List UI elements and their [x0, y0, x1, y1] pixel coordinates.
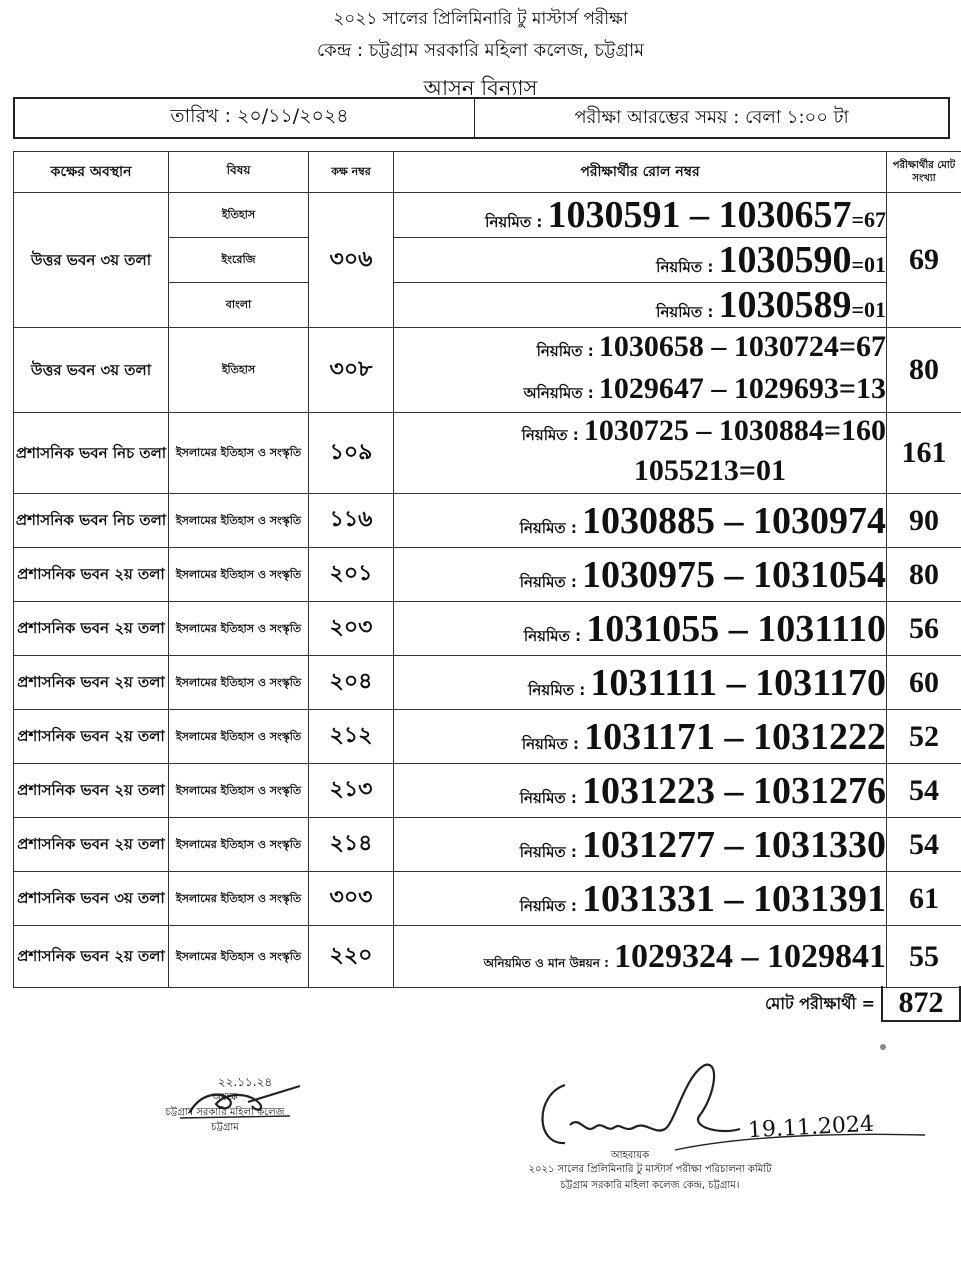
roll-cell: [394, 328, 887, 413]
subject-cell: ইসলামের ইতিহাস ও সংস্কৃতি: [169, 656, 309, 710]
total-cell: 161: [887, 413, 961, 494]
roll-count: =13: [838, 372, 886, 405]
roll-range: 1030975 – 1031054: [582, 553, 886, 596]
roll-cell: [394, 764, 887, 818]
roll-cell: [394, 818, 887, 872]
subject-cell: ইসলামের ইতিহাস ও সংস্কৃতি: [169, 602, 309, 656]
roll-range: 1029324 – 1029841: [614, 937, 886, 975]
table-row: [14, 710, 961, 764]
roll-range: 1030591 – 1030657: [547, 194, 852, 236]
roll-range: 1030885 – 1030974: [582, 499, 886, 542]
roll-cell: [394, 193, 887, 238]
roll-range: 1030590: [718, 239, 852, 281]
left-signature-date: ২২.১১.২৪: [217, 1075, 273, 1089]
roll-cell: [394, 494, 887, 548]
roll-range: 1029647 – 1029693: [598, 372, 839, 405]
room-cell: ৩০৮: [309, 328, 394, 413]
left-signature-city: চট্টগ্রাম: [211, 1122, 239, 1133]
roll-label: নিয়মিত :: [519, 896, 577, 915]
total-cell: 61: [887, 872, 961, 926]
location-cell: প্রশাসনিক ভবন ২য় তলা: [14, 548, 169, 602]
subject-cell: ইসলামের ইতিহাস ও সংস্কৃতি: [169, 872, 309, 926]
roll-label: নিয়মিত :: [519, 572, 577, 591]
exam-date: তারিখ : ২০/১১/২০২৪: [15, 99, 475, 137]
right-signature-date: 19.11.2024: [747, 1111, 875, 1144]
subject-cell: ইসলামের ইতিহাস ও সংস্কৃতি: [169, 818, 309, 872]
roll-label: অনিয়মিত ও মান উন্নয়ন :: [483, 955, 609, 970]
roll-count: =67: [838, 330, 886, 363]
location-cell: প্রশাসনিক ভবন ২য় তলা: [14, 818, 169, 872]
room-cell: ১১৬: [309, 494, 394, 548]
room-cell: ২১৪: [309, 818, 394, 872]
table-row: [14, 656, 961, 710]
total-cell: 80: [887, 328, 961, 413]
roll-range: 1031055 – 1031110: [586, 607, 886, 650]
roll-label: নিয়মিত :: [519, 518, 577, 537]
right-signature-committee: ২০২১ সালের প্রিলিমিনারি টু মাস্টার্স পরীক্ষা পরিচালনা কমিটি: [528, 1164, 772, 1175]
roll-cell: [394, 872, 887, 926]
location-cell: উত্তর ভবন ৩য় তলা: [14, 193, 169, 328]
total-cell: 52: [887, 710, 961, 764]
location-cell: প্রশাসনিক ভবন ৩য় তলা: [14, 872, 169, 926]
subject-cell: ইতিহাস: [169, 193, 309, 238]
ink-dot: [880, 1044, 886, 1050]
room-cell: ৩০৬: [309, 193, 394, 328]
subject-cell: ইতিহাস: [169, 328, 309, 413]
roll-count: =67: [851, 207, 886, 232]
total-cell: 60: [887, 656, 961, 710]
col-roll: পরীক্ষার্থীর রোল নম্বর: [394, 152, 887, 193]
location-cell: প্রশাসনিক ভবন ২য় তলা: [14, 710, 169, 764]
roll-label: নিয়মিত :: [536, 342, 594, 360]
roll-range: 1030658 – 1030724: [598, 330, 839, 363]
roll-label: অনিয়মিত :: [523, 384, 594, 402]
roll-cell: [394, 548, 887, 602]
roll-cell: [394, 926, 887, 988]
roll-cell: [394, 283, 887, 328]
table-row: [14, 548, 961, 602]
room-cell: ২১২: [309, 710, 394, 764]
col-total: পরীক্ষার্থীর মোট সংখ্যা: [887, 152, 961, 193]
col-location: কক্ষের অবস্থান: [14, 152, 169, 193]
date-time-box: [13, 97, 950, 139]
roll-range: 1055213: [633, 454, 739, 487]
room-cell: ২০৩: [309, 602, 394, 656]
total-cell: 80: [887, 548, 961, 602]
room-cell: ২০৪: [309, 656, 394, 710]
roll-label: নিয়মিত :: [521, 426, 579, 444]
roll-label: নিয়মিত :: [528, 680, 586, 699]
room-cell: ২২০: [309, 926, 394, 988]
room-cell: ২০১: [309, 548, 394, 602]
subject-cell: ইসলামের ইতিহাস ও সংস্কৃতি: [169, 710, 309, 764]
location-cell: উত্তর ভবন ৩য় তলা: [14, 328, 169, 413]
subject-cell: ইংরেজি: [169, 238, 309, 283]
roll-label: নিয়মিত :: [656, 258, 714, 276]
table-row: [14, 926, 961, 988]
roll-range: 1031111 – 1031170: [590, 661, 886, 704]
roll-label: নিয়মিত :: [523, 626, 582, 645]
location-cell: প্রশাসনিক ভবন নিচ তলা: [14, 413, 169, 494]
roll-range: 1031277 – 1031330: [582, 823, 886, 866]
room-cell: ৩০৩: [309, 872, 394, 926]
roll-count: =160: [823, 414, 886, 447]
location-cell: প্রশাসনিক ভবন ২য় তলা: [14, 926, 169, 988]
roll-count: =01: [738, 454, 786, 487]
table-row: [14, 328, 961, 413]
table-row: [14, 413, 961, 494]
roll-range: 1030725 – 1030884: [583, 414, 824, 447]
subject-cell: ইসলামের ইতিহাস ও সংস্কৃতি: [169, 494, 309, 548]
roll-cell: [394, 238, 887, 283]
roll-label: নিয়মিত :: [521, 734, 579, 753]
grand-total-row: [725, 986, 961, 1022]
location-cell: প্রশাসনিক ভবন ২য় তলা: [14, 602, 169, 656]
roll-label: নিয়মিত :: [656, 303, 714, 321]
col-subject: বিষয়: [169, 152, 309, 193]
grand-total-label: মোট পরীক্ষার্থী =: [764, 993, 875, 1013]
exam-center: কেন্দ্র : চট্টগ্রাম সরকারি মহিলা কলেজ, চট্টগ্রাম: [316, 40, 645, 61]
subject-cell: ইসলামের ইতিহাস ও সংস্কৃতি: [169, 926, 309, 988]
total-cell: 54: [887, 764, 961, 818]
roll-cell: [394, 413, 887, 494]
subject-cell: ইসলামের ইতিহাস ও সংস্কৃতি: [169, 764, 309, 818]
roll-range: 1031331 – 1031391: [582, 877, 886, 920]
total-cell: 55: [887, 926, 961, 988]
roll-label: নিয়মিত :: [519, 788, 577, 807]
table-header-row: [14, 152, 961, 193]
subject-cell: বাংলা: [169, 283, 309, 328]
location-cell: প্রশাসনিক ভবন ২য় তলা: [14, 764, 169, 818]
location-cell: প্রশাসনিক ভবন ২য় তলা: [14, 656, 169, 710]
table-row: [14, 872, 961, 926]
location-cell: প্রশাসনিক ভবন নিচ তলা: [14, 494, 169, 548]
table-row: [14, 494, 961, 548]
right-signature-title: আহবায়ক: [610, 1150, 650, 1161]
roll-range: 1030589: [718, 284, 852, 326]
total-cell: 56: [887, 602, 961, 656]
exam-title: ২০২১ সালের প্রিলিমিনারি টু মাস্টার্স পরীক্ষা: [333, 9, 628, 29]
grand-total-value: 872: [881, 986, 961, 1022]
exam-start-time: পরীক্ষা আরম্ভের সময় : বেলা ১:০০ টা: [574, 106, 849, 128]
roll-count: =01: [851, 297, 886, 322]
left-signature-title: অধ্যক্ষ: [212, 1092, 238, 1103]
page-title: আসন বিন্যাস: [423, 76, 538, 100]
col-room: কক্ষ নম্বর: [309, 152, 394, 193]
seat-plan-table: [13, 151, 961, 988]
roll-label: নিয়মিত :: [485, 213, 543, 231]
table-row: [14, 602, 961, 656]
total-cell: 54: [887, 818, 961, 872]
table-row: [14, 818, 961, 872]
roll-label: নিয়মিত :: [519, 842, 577, 861]
total-cell: 90: [887, 494, 961, 548]
subject-cell: ইসলামের ইতিহাস ও সংস্কৃতি: [169, 548, 309, 602]
subject-cell: ইসলামের ইতিহাস ও সংস্কৃতি: [169, 413, 309, 494]
room-cell: ১০৯: [309, 413, 394, 494]
roll-cell: [394, 710, 887, 764]
table-row: [14, 193, 961, 238]
roll-cell: [394, 656, 887, 710]
room-cell: ২১৩: [309, 764, 394, 818]
table-row: [14, 764, 961, 818]
roll-count: =01: [851, 252, 886, 277]
total-cell: 69: [887, 193, 961, 328]
roll-range: 1031223 – 1031276: [582, 769, 886, 812]
right-signature-center: চট্টগ্রাম সরকারি মহিলা কলেজ কেন্দ্র, চট্টগ্রাম।: [560, 1180, 740, 1191]
left-signature-block: [140, 1075, 310, 1135]
roll-range: 1031171 – 1031222: [584, 715, 886, 758]
roll-cell: [394, 602, 887, 656]
left-signature-org: চট্টগ্রাম সরকারি মহিলা কলেজ: [165, 1107, 285, 1118]
